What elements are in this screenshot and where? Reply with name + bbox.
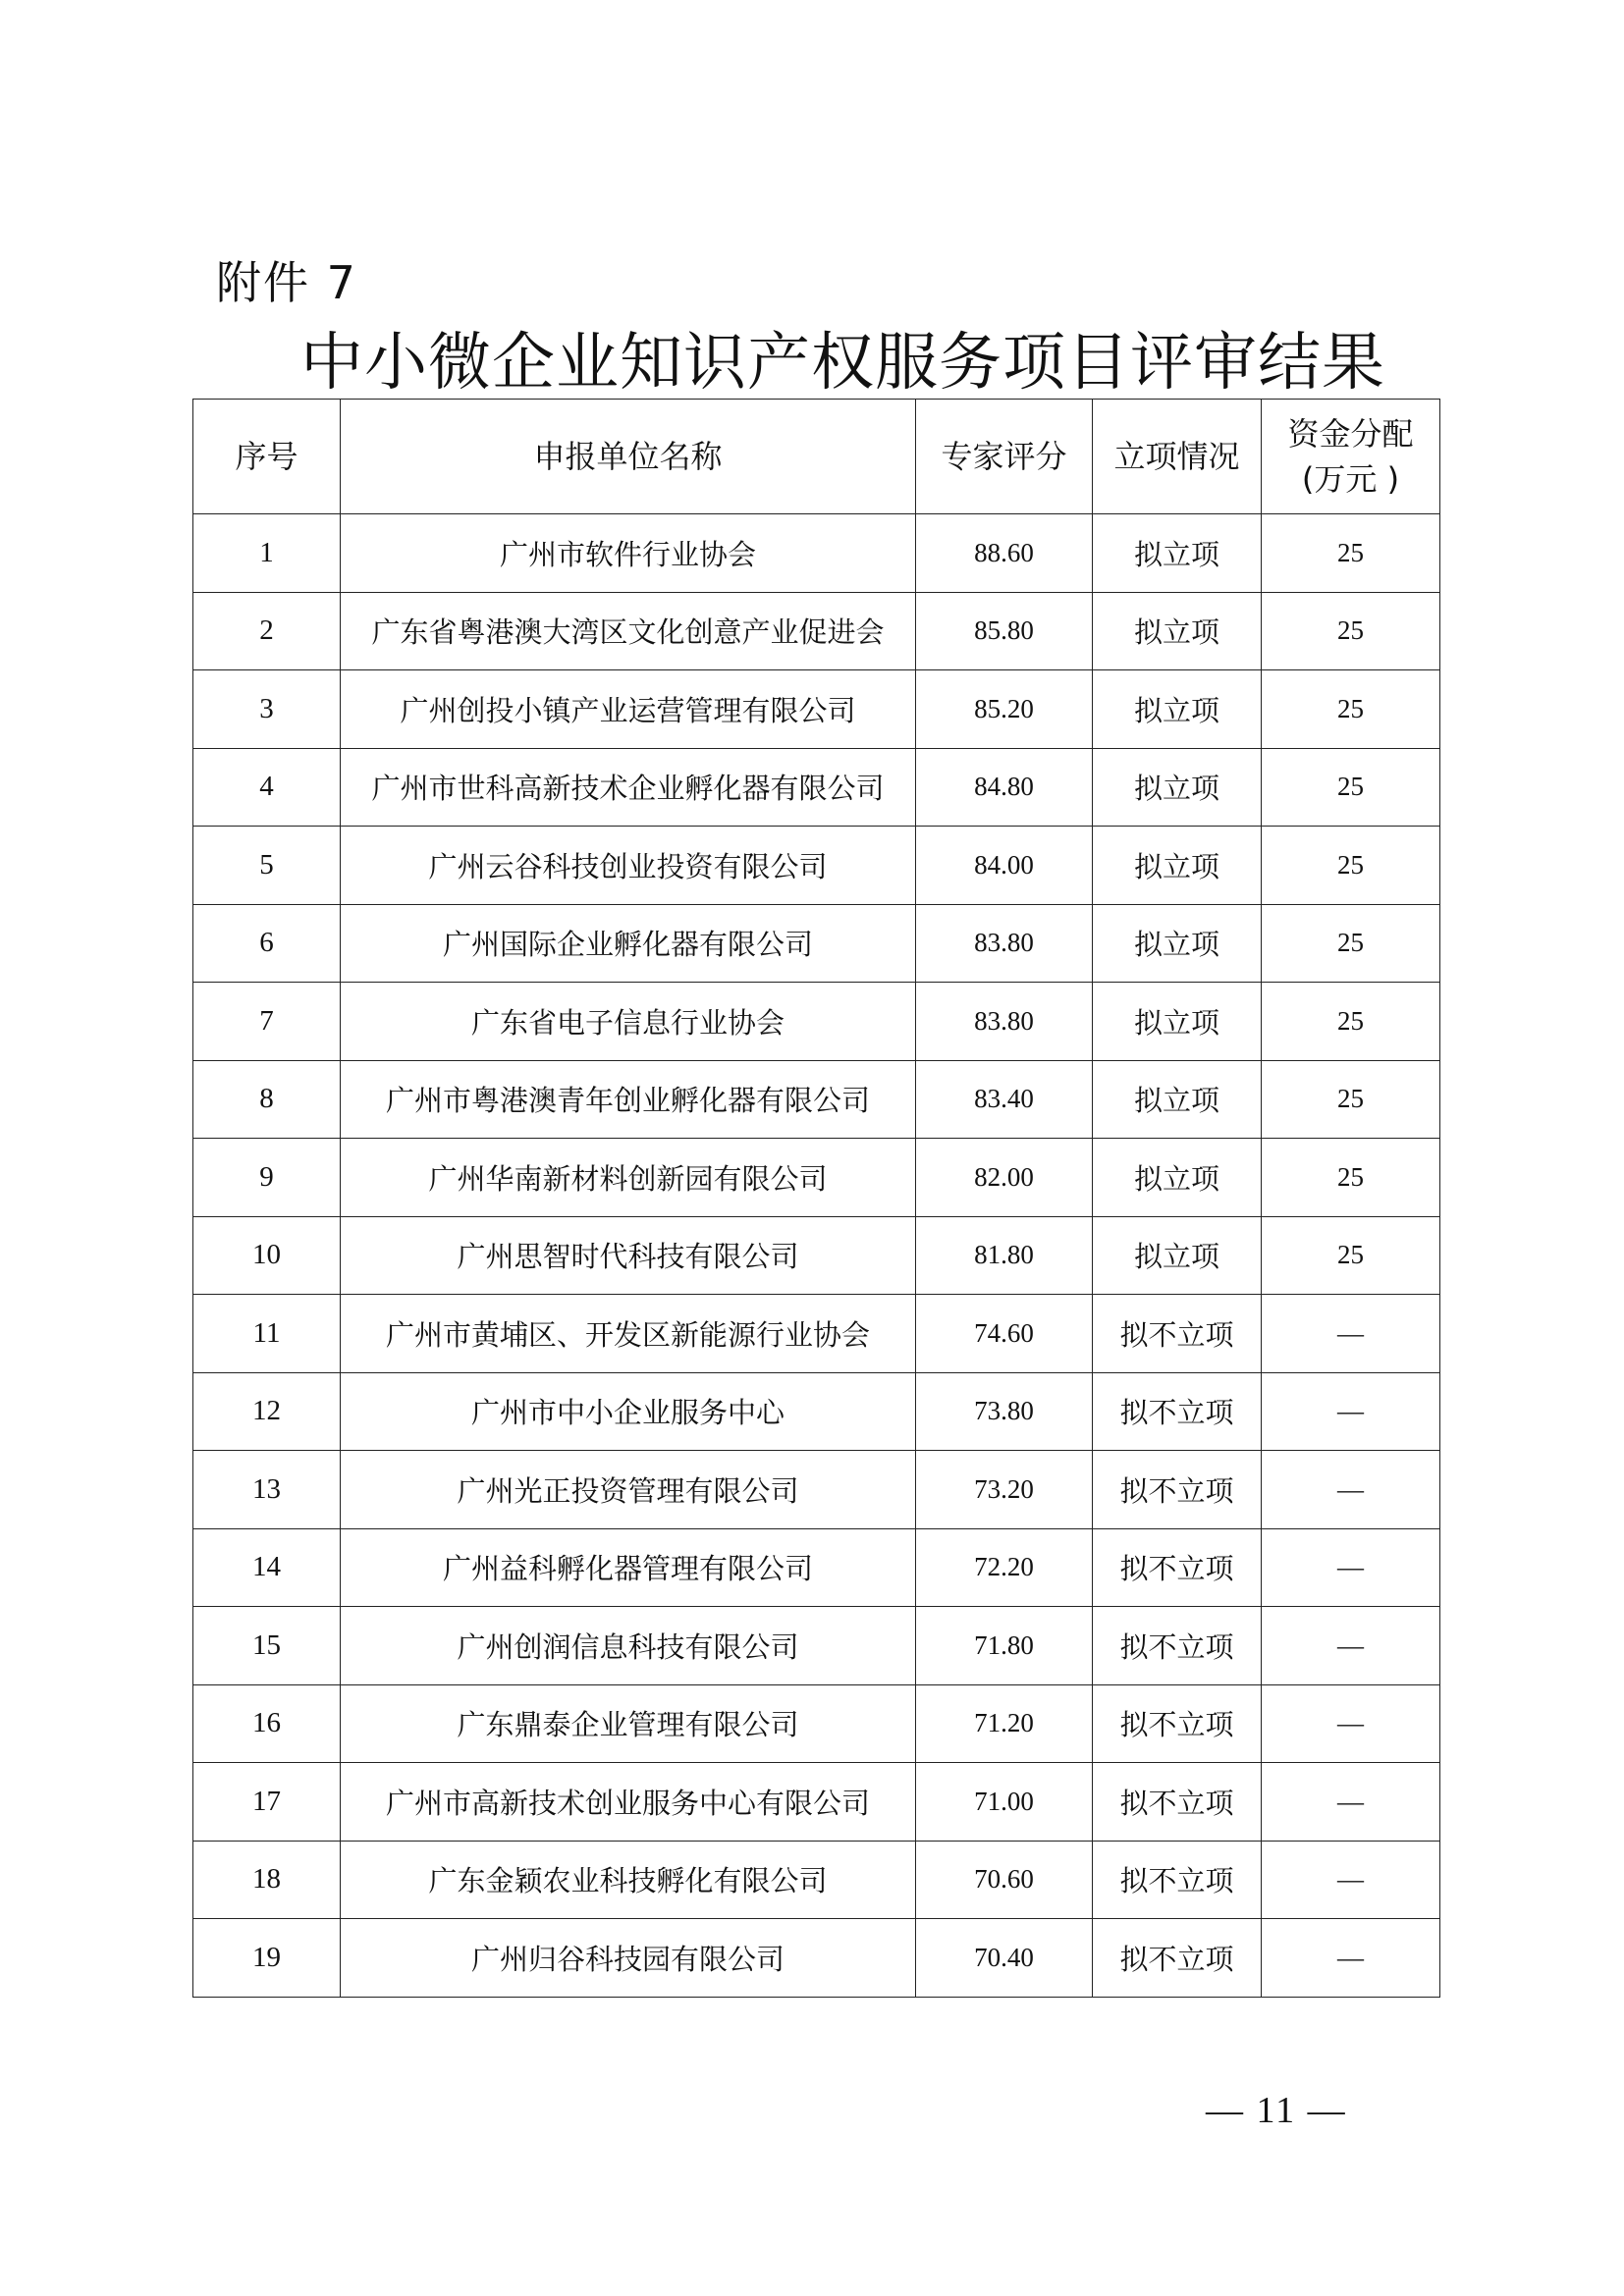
cell-status: 拟立项 <box>1093 1139 1262 1217</box>
cell-score: 71.00 <box>916 1763 1093 1842</box>
cell-fund: 25 <box>1262 904 1440 983</box>
table-row <box>193 1528 1440 1607</box>
cell-score: 70.40 <box>916 1919 1093 1998</box>
cell-seq: 17 <box>193 1763 341 1842</box>
cell-fund: 25 <box>1262 748 1440 827</box>
cell-score: 83.80 <box>916 904 1093 983</box>
cell-name: 广州市粤港澳青年创业孵化器有限公司 <box>341 1060 916 1139</box>
cell-seq: 15 <box>193 1607 341 1685</box>
cell-seq: 2 <box>193 592 341 670</box>
cell-name: 广东省电子信息行业协会 <box>341 983 916 1061</box>
cell-status: 拟不立项 <box>1093 1684 1262 1763</box>
cell-score: 72.20 <box>916 1528 1093 1607</box>
cell-name: 广东省粤港澳大湾区文化创意产业促进会 <box>341 592 916 670</box>
cell-seq: 8 <box>193 1060 341 1139</box>
cell-fund: 25 <box>1262 592 1440 670</box>
cell-status: 拟不立项 <box>1093 1763 1262 1842</box>
cell-name: 广州益科孵化器管理有限公司 <box>341 1528 916 1607</box>
cell-fund: — <box>1262 1528 1440 1607</box>
cell-status: 拟立项 <box>1093 827 1262 905</box>
column-header-fund <box>1262 400 1440 514</box>
column-header-status: 立项情况 <box>1093 400 1262 514</box>
cell-score: 73.80 <box>916 1372 1093 1451</box>
table-row <box>193 748 1440 827</box>
cell-seq: 19 <box>193 1919 341 1998</box>
cell-seq: 9 <box>193 1139 341 1217</box>
cell-seq: 11 <box>193 1295 341 1373</box>
cell-score: 82.00 <box>916 1139 1093 1217</box>
cell-seq: 7 <box>193 983 341 1061</box>
cell-name: 广州国际企业孵化器有限公司 <box>341 904 916 983</box>
table-header-row <box>193 400 1440 514</box>
cell-seq: 1 <box>193 514 341 593</box>
cell-fund: — <box>1262 1295 1440 1373</box>
cell-seq: 13 <box>193 1451 341 1529</box>
cell-score: 84.80 <box>916 748 1093 827</box>
cell-score: 74.60 <box>916 1295 1093 1373</box>
cell-score: 85.20 <box>916 670 1093 749</box>
column-header-name: 申报单位名称 <box>341 400 916 514</box>
cell-status: 拟不立项 <box>1093 1841 1262 1919</box>
cell-seq: 16 <box>193 1684 341 1763</box>
cell-name: 广州思智时代科技有限公司 <box>341 1216 916 1295</box>
table-row <box>193 514 1440 593</box>
cell-name: 广州光正投资管理有限公司 <box>341 1451 916 1529</box>
table-row <box>193 1451 1440 1529</box>
table-row <box>193 1607 1440 1685</box>
table-row <box>193 592 1440 670</box>
cell-seq: 18 <box>193 1841 341 1919</box>
table-row <box>193 1919 1440 1998</box>
table-row <box>193 1295 1440 1373</box>
cell-name: 广州归谷科技园有限公司 <box>341 1919 916 1998</box>
cell-fund: — <box>1262 1763 1440 1842</box>
cell-name: 广州华南新材料创新园有限公司 <box>341 1139 916 1217</box>
cell-seq: 14 <box>193 1528 341 1607</box>
cell-status: 拟不立项 <box>1093 1372 1262 1451</box>
cell-status: 拟立项 <box>1093 514 1262 593</box>
cell-fund: 25 <box>1262 670 1440 749</box>
table-row <box>193 904 1440 983</box>
cell-score: 73.20 <box>916 1451 1093 1529</box>
cell-status: 拟立项 <box>1093 670 1262 749</box>
table-row <box>193 1841 1440 1919</box>
cell-fund: — <box>1262 1684 1440 1763</box>
column-header-seq: 序号 <box>193 400 341 514</box>
cell-name: 广州创润信息科技有限公司 <box>341 1607 916 1685</box>
cell-status: 拟不立项 <box>1093 1528 1262 1607</box>
table-row <box>193 1060 1440 1139</box>
cell-fund: — <box>1262 1919 1440 1998</box>
cell-score: 71.80 <box>916 1607 1093 1685</box>
attachment-label: 附件 7 <box>216 256 357 309</box>
table-row <box>193 1763 1440 1842</box>
cell-status: 拟立项 <box>1093 904 1262 983</box>
cell-fund: 25 <box>1262 1216 1440 1295</box>
cell-status: 拟立项 <box>1093 1060 1262 1139</box>
table-row <box>193 670 1440 749</box>
cell-name: 广州市高新技术创业服务中心有限公司 <box>341 1763 916 1842</box>
column-header-score: 专家评分 <box>916 400 1093 514</box>
cell-name: 广州市世科高新技术企业孵化器有限公司 <box>341 748 916 827</box>
table-row <box>193 983 1440 1061</box>
cell-fund: 25 <box>1262 514 1440 593</box>
cell-fund: — <box>1262 1841 1440 1919</box>
cell-name: 广州市黄埔区、开发区新能源行业协会 <box>341 1295 916 1373</box>
cell-name: 广州云谷科技创业投资有限公司 <box>341 827 916 905</box>
cell-name: 广东鼎泰企业管理有限公司 <box>341 1684 916 1763</box>
cell-score: 83.80 <box>916 983 1093 1061</box>
cell-score: 83.40 <box>916 1060 1093 1139</box>
table-row <box>193 1684 1440 1763</box>
cell-fund: 25 <box>1262 1139 1440 1217</box>
cell-seq: 10 <box>193 1216 341 1295</box>
cell-score: 71.20 <box>916 1684 1093 1763</box>
cell-fund: — <box>1262 1607 1440 1685</box>
cell-fund: 25 <box>1262 1060 1440 1139</box>
cell-status: 拟不立项 <box>1093 1607 1262 1685</box>
column-header-fund-line1: 资金分配 <box>1287 415 1414 453</box>
cell-score: 88.60 <box>916 514 1093 593</box>
cell-name: 广州创投小镇产业运营管理有限公司 <box>341 670 916 749</box>
table-row <box>193 1139 1440 1217</box>
column-header-fund-line2: (万元 ) <box>1301 460 1400 498</box>
cell-name: 广州市中小企业服务中心 <box>341 1372 916 1451</box>
cell-score: 81.80 <box>916 1216 1093 1295</box>
cell-status: 拟立项 <box>1093 983 1262 1061</box>
page-title: 中小微企业知识产权服务项目评审结果 <box>300 327 1385 400</box>
cell-status: 拟不立项 <box>1093 1451 1262 1529</box>
cell-seq: 3 <box>193 670 341 749</box>
cell-score: 85.80 <box>916 592 1093 670</box>
cell-status: 拟不立项 <box>1093 1295 1262 1373</box>
cell-seq: 4 <box>193 748 341 827</box>
cell-status: 拟立项 <box>1093 1216 1262 1295</box>
cell-name: 广东金颖农业科技孵化有限公司 <box>341 1841 916 1919</box>
table-row <box>193 1372 1440 1451</box>
cell-seq: 6 <box>193 904 341 983</box>
cell-status: 拟立项 <box>1093 592 1262 670</box>
cell-score: 84.00 <box>916 827 1093 905</box>
cell-status: 拟立项 <box>1093 748 1262 827</box>
page-number: — 11 — <box>1206 2090 1347 2131</box>
table-row <box>193 827 1440 905</box>
cell-score: 70.60 <box>916 1841 1093 1919</box>
cell-seq: 12 <box>193 1372 341 1451</box>
cell-fund: — <box>1262 1372 1440 1451</box>
table-row <box>193 1216 1440 1295</box>
cell-name: 广州市软件行业协会 <box>341 514 916 593</box>
results-table <box>192 399 1440 1998</box>
cell-seq: 5 <box>193 827 341 905</box>
cell-fund: 25 <box>1262 827 1440 905</box>
cell-fund: — <box>1262 1451 1440 1529</box>
cell-status: 拟不立项 <box>1093 1919 1262 1998</box>
cell-fund: 25 <box>1262 983 1440 1061</box>
